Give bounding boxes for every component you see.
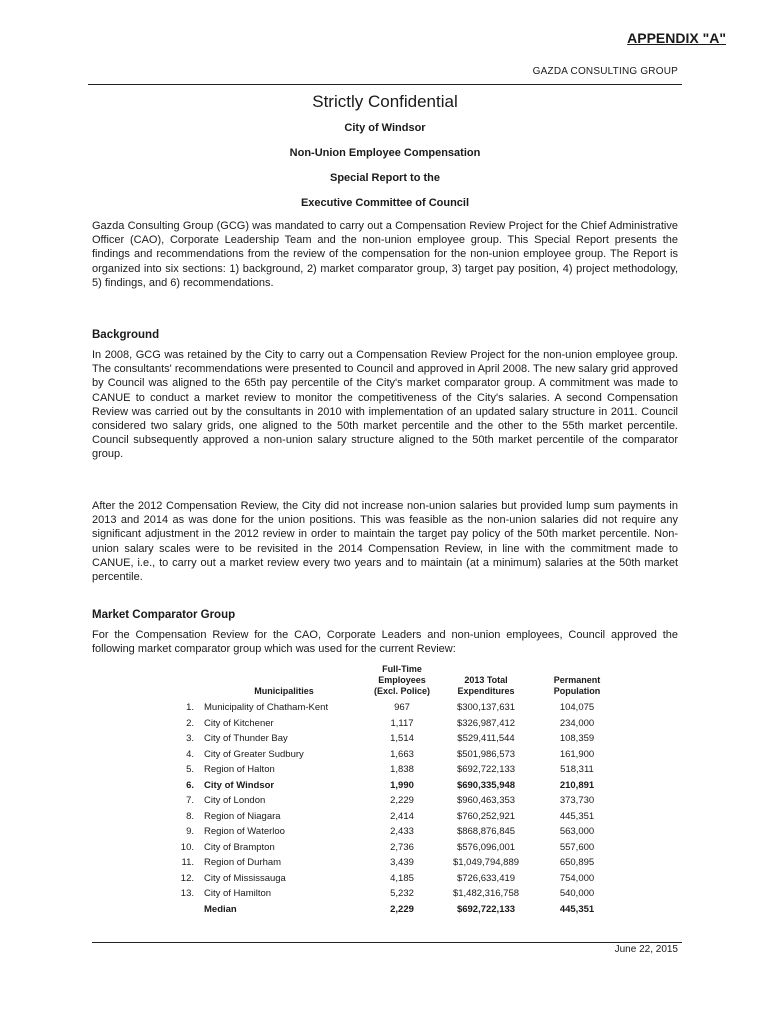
market-heading: Market Comparator Group (92, 609, 236, 621)
header-rule (88, 84, 682, 85)
subtitle-report: Special Report to the (329, 172, 441, 184)
background-paragraph-2: After the 2012 Compensation Review, the City did not increase non-union salaries but provided lump sum payments in 2013 and 2014 as was done for the union positions. This was feasible as the non-union salaries did not require any significant adjustment in the 2012 review in order to maintain the target pay policy of the 50th market percentile. Non-union salary scales were to be revisited in the 2014 Compensation Review, in line with the commitment made to CANUE, i.e., to carry out a market review every two years and to maintain (at a minimum) salaries at the 50th market percentile. (92, 500, 678, 584)
table-median-row: Median 2,229 $692,722,133 445,351 (204, 903, 595, 915)
subtitle-committee: Executive Committee of Council (300, 197, 470, 209)
firm-name: GAZDA CONSULTING GROUP (532, 66, 678, 77)
table-row: 4. City of Greater Sudbury 1,663 $501,986,573 161,900 (186, 748, 595, 760)
table-header-row (168, 664, 620, 700)
table-row: 8. Region of Niagara 2,414 $760,252,921 445,351 (186, 810, 595, 822)
subtitle-topic: Non-Union Employee Compensation (289, 147, 481, 159)
background-paragraph-1: In 2008, GCG was retained by the City to carry out a Compensation Review Project for the non-union employee group. The consultants' recommendations were presented to Council and approved in April 2008. The new salary grid approved by Council was aligned to the 65th pay percentile of the City's market comparator group. A commitment was made to CANUE to conduct a market review to monitor the competitiveness of the City's salaries. A second Compensation Review was carried out by the consultants in 2010 with implementation of an updated salary structure in 2011. Council considered two salary grids, one aligned to the 50th market percentile and the other to the 55th market percentile. Council subsequently approved a non-union salary structure aligned to the 50th market percentile of the comparator group. (92, 349, 678, 461)
table-row: 2. City of Kitchener 1,117 $326,987,412 234,000 (186, 717, 595, 729)
footer-date: June 22, 2015 (614, 944, 678, 955)
table-row: 12. City of Mississauga 4,185 $726,633,419 754,000 (180, 872, 595, 884)
intro-paragraph: Gazda Consulting Group (GCG) was mandated to carry out a Compensation Review Project for the Chief Administrative Officer (CAO), Corporate Leadership Team and the non-union employee group. This Special Report presents the findings and recommendations from the review of the compensation for the non-union employee group. The Report is organized into six sections: 1) background, 2) market comparator group, 3) target pay position, 4) project methodology, 5) findings, and 6) recommendations. (92, 220, 678, 289)
table-row: 13. City of Hamilton 5,232 $1,482,316,758 540,000 (180, 888, 595, 899)
appendix-label: APPENDIX "A" (627, 30, 726, 46)
table-row: 9. Region of Waterloo 2,433 $868,876,845 563,000 (186, 826, 595, 837)
subtitle-city: City of Windsor (344, 122, 426, 134)
background-heading: Background (92, 329, 160, 341)
market-paragraph: For the Compensation Review for the CAO, Corporate Leaders and non-union employees, Council approved the following market comparator group which was used for the current Review: (92, 629, 678, 656)
table-row: 10. City of Brampton 2,736 $576,096,001 557,600 (180, 841, 595, 853)
table-row: 5. Region of Halton 1,838 $692,722,133 518,311 (186, 764, 594, 775)
col-municipalities: Municipalities (254, 686, 314, 696)
table-row-highlighted: 6. City of Windsor 1,990 $690,335,948 210,891 (186, 779, 595, 791)
table-row: 3. City of Thunder Bay 1,514 $529,411,544 108,359 (186, 733, 595, 744)
comparator-table (168, 664, 620, 917)
col-expenditures: 2013 Total Expenditures (457, 675, 515, 696)
table-row: 7. City of London 2,229 $960,463,353 373,730 (186, 795, 595, 806)
table-row: 1. Municipality of Chatham-Kent 967 $300,137,631 104,075 (186, 702, 595, 713)
col-population: Permanent Population (553, 675, 601, 696)
footer-rule (92, 942, 682, 943)
table-row: 11. Region of Durham 3,439 $1,049,794,889 650,895 (181, 857, 595, 868)
page-title: Strictly Confidential (312, 92, 458, 111)
col-employees: Full-Time Employees (Excl. Police) (373, 664, 431, 696)
